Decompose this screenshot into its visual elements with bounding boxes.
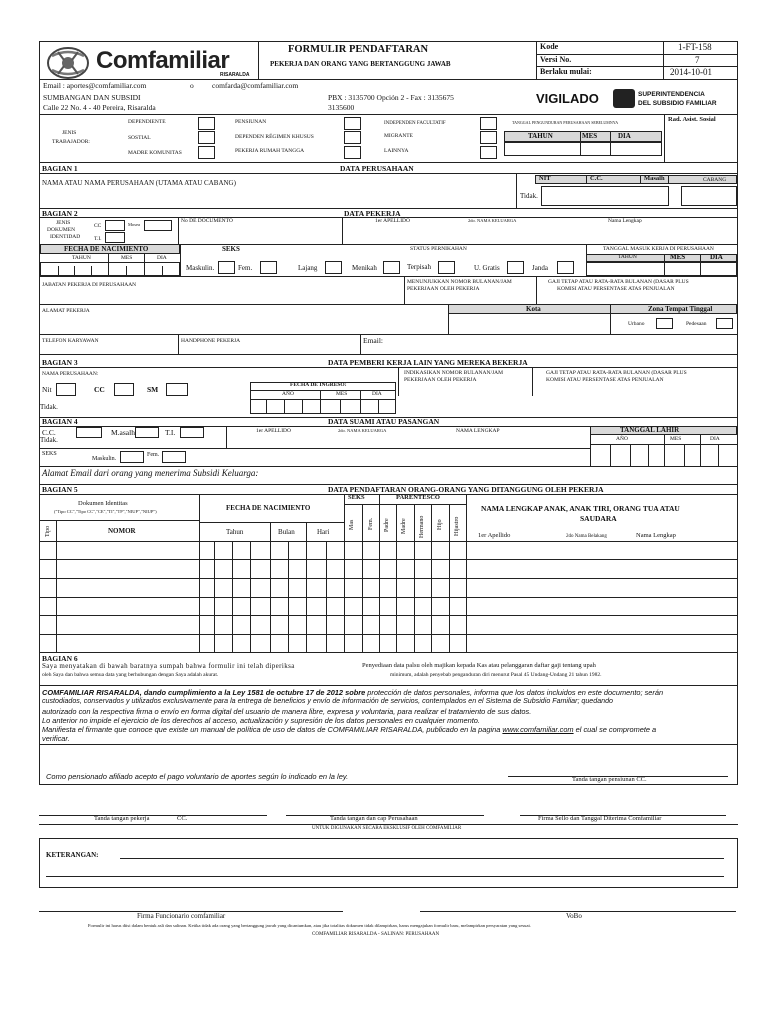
ugratis-label: U. Gratis xyxy=(474,264,500,272)
mes-label: MES xyxy=(582,132,598,140)
dia-label-b3: DIA xyxy=(372,391,382,397)
cabang-label: CABANG xyxy=(703,177,727,183)
legal-p1c: custodiados, conservados y utilizados exclusivamente para la entrega de beneficios y envío de información de servicios, contemplados en el Sistema de Subsidio Familiar; quedando xyxy=(42,697,613,706)
keterangan-label: KETERANGAN: xyxy=(46,851,99,859)
gaji-label-b3-2: KOMISI ATAU PERSENTASE ATAS PENJUALAN xyxy=(546,377,664,383)
lajang-label: Lajang xyxy=(298,264,318,272)
masalh-label-b4: M.asalh xyxy=(111,428,135,437)
tanggal-pengunduran-label: TANGGAL PENGUNDURAN PERUSAHAAN SEBELUMNYA xyxy=(512,120,619,125)
tahun-label-b2: TAHUN xyxy=(72,255,91,261)
seks-label-b4: SEKS xyxy=(42,451,57,457)
keterangan-line-2[interactable] xyxy=(46,876,724,877)
migrante-label: MIGRANTE xyxy=(384,133,414,139)
alamat-email-subsidi-label: Alamat Email dari orang yang menerima Subsidi Keluarga: xyxy=(42,468,259,478)
independen-label: INDEPENDEN FACULTATIF xyxy=(384,121,446,126)
nit-checkbox-b3[interactable] xyxy=(56,383,76,396)
handphone-label: HANDPHONE PEKERJA xyxy=(181,338,241,344)
no-dokumen-label: No DE DOCUMENTO xyxy=(181,218,233,224)
cc-label-b4: C.C. xyxy=(42,428,56,437)
logo-subtext: RISARALDA xyxy=(220,72,250,78)
bagian1-title: DATA PERUSAHAAN xyxy=(340,164,414,173)
bagian3-title: DATA PEMBERI KERJA LAIN YANG MEREKA BEKERJA xyxy=(328,358,528,367)
pension-sign-label: Tanda tangan pensiunan CC. xyxy=(572,776,647,783)
pedesaan-label: Pedesaan xyxy=(686,321,707,327)
dependen-regimen-checkbox[interactable] xyxy=(344,131,361,144)
mes-label-b4: MES xyxy=(670,436,682,442)
mas-col-label: Mas xyxy=(349,519,355,530)
mosea-label: Mosea xyxy=(128,222,140,227)
bagian6-line2: oleh Saya dan bahwa semua data yang berhubungan dengan Saya adalah akurat. xyxy=(42,672,219,678)
supersubsidio-logo-icon xyxy=(613,89,635,108)
email-2: comfarda@comfamiliar.com xyxy=(212,81,299,90)
migrante-checkbox[interactable] xyxy=(480,131,497,144)
pensiunan-label: PENSIUNAN xyxy=(235,119,267,125)
ti-checkbox-b4[interactable] xyxy=(180,427,204,438)
vigilado-text: VIGILADO xyxy=(536,91,599,106)
super-line1: SUPERINTENDENCIA xyxy=(638,91,705,98)
mes-label-b3: MES xyxy=(336,391,348,397)
menunjukkan-label: MENUNJUKKAN NOMOR BULANAN/JAM xyxy=(407,279,512,285)
pension-text: Como pensionado afiliado acepto el pago voluntario de aportes según lo indicado en la ley. xyxy=(46,772,349,781)
maskulin-checkbox-b2[interactable] xyxy=(218,261,235,274)
nama-lengkap-col-label-2: SAUDARA xyxy=(580,514,617,523)
fecha-col-label: FECHA DE NACIMIENTO xyxy=(226,504,311,512)
bulan-col-label: Bulan xyxy=(278,528,295,536)
lainnya-checkbox[interactable] xyxy=(480,146,497,159)
nit-label: NIT xyxy=(539,175,551,182)
fecha-ingreso-field[interactable] xyxy=(250,399,396,414)
legal-paragraph xyxy=(42,688,734,744)
table-row xyxy=(39,578,738,579)
jabatan-label: JABATAN PEKERJA DI PERUSAHAAN xyxy=(42,282,137,288)
lainnya-label: LAINNYA xyxy=(384,148,409,154)
dependiente-label: DEPENDIENTE xyxy=(128,119,166,125)
pbx-text-2: 3135600 xyxy=(328,103,355,112)
tanggal-pengunduran-field[interactable] xyxy=(504,142,662,156)
indikasi-label: INDIKASIKAN NOMOR BULANAN/JAM xyxy=(404,370,503,376)
untuk-label: UNTUK DIGUNAKAN SECARA EKSKLUSIF OLEH COMFAMILIAR xyxy=(312,826,462,831)
versi-value: 7 xyxy=(695,55,700,65)
mes-label-b2: MES xyxy=(121,255,133,261)
dia-label-b4: DIA xyxy=(710,436,720,442)
form-title: FORMULIR PENDAFTARAN xyxy=(288,44,429,55)
urbano-label: Urbano xyxy=(628,321,645,327)
fem-checkbox-b2[interactable] xyxy=(260,261,277,274)
seks-col-label: SEKS xyxy=(348,494,365,501)
logo-text: Comfamiliar xyxy=(96,47,230,74)
menikah-label: Menikah xyxy=(352,264,377,272)
form-subtitle: PEKERJA DAN ORANG YANG BERTANGGUNG JAWAB xyxy=(270,60,451,68)
sign-firma-sello-label: Firma Sello dan Tanggal Diterima Comfamiliar xyxy=(538,815,662,822)
tidak-label-b1: Tidak. xyxy=(520,192,538,200)
legal-p3a: Manifiesta el firmante que conoce que existe un manual de política de uso de datos de COMFAMILIAR RISARALDA, publicado en la pagina xyxy=(42,725,503,735)
sign-pekerja-label: Tanda tangan pekerja xyxy=(94,815,150,822)
cabang-field[interactable] xyxy=(681,186,737,206)
legal-p2: Lo anterior no impide el ejercicio de los derechos al acceso, actualización y supresión de los datos personales en cualquier momento. xyxy=(42,715,480,725)
legal-p3c: verificar. xyxy=(42,734,70,744)
nit-number-field[interactable] xyxy=(541,186,669,206)
nama-lengkap-label-b2: Nama Lengkap xyxy=(608,218,642,224)
email-separator: o xyxy=(190,81,194,90)
lajang-checkbox[interactable] xyxy=(325,261,342,274)
footer-note: Formulir ini harus diisi dalam bentuk asli dan salinan. Ketika tidak ada orang yang bertanggung jawab yang dicantumkan, atau jika totalitas dokumen tidak dilampirkan, harus mengajukan formulir baru, melampirkan persyaratan yang sesuai. xyxy=(88,923,531,928)
cc-label-b3: CC xyxy=(94,385,105,394)
rad-label: Rad. Asist. Sosial xyxy=(668,116,716,123)
terpisah-label: Terpisah xyxy=(407,263,432,271)
fecha-nac-field[interactable] xyxy=(40,262,180,276)
fem-checkbox-b4[interactable] xyxy=(162,451,186,463)
sign-funcionario-label: Firma Funcionario comfamiliar xyxy=(137,912,226,920)
status-label: STATUS PERNIKAHAN xyxy=(410,246,467,252)
logo xyxy=(44,45,256,81)
sumbangan-text: SUMBANGAN DAN SUBSIDI xyxy=(43,93,141,102)
maskulin-checkbox-b4[interactable] xyxy=(120,451,144,463)
bagian2-title: DATA PEKERJA xyxy=(344,209,401,218)
bagian6-label: BAGIAN 6 xyxy=(42,654,78,663)
gaji-label-b3: GAJI TETAP ATAU RATA-RATA BULANAN (DASAR PLUS xyxy=(546,370,687,376)
madre-col-label: Madre xyxy=(401,518,407,534)
sign-perusahaan-label: Tanda tangan dan cap Perusahaan xyxy=(330,815,418,822)
nit-label-b3: Nit xyxy=(42,385,52,394)
comfamiliar-link[interactable]: www.comfamiliar.com xyxy=(502,725,574,735)
janda-label: Janda xyxy=(532,264,548,272)
ti-checkbox-b2[interactable] xyxy=(105,232,125,243)
bagian2-label: BAGIAN 2 xyxy=(42,209,78,218)
telefon-label: TELEFON KARYAWAN xyxy=(42,338,99,344)
kode-label: Kode xyxy=(540,42,559,51)
alamat-email-subsidi-input[interactable] xyxy=(282,468,732,480)
jenis-dok-2: DOKUMEN xyxy=(47,227,76,233)
address-text: Calle 22 No. 4 - 40 Pereira, Risaralda xyxy=(43,103,156,112)
apellido2-col-label: 2do Nama Belakang xyxy=(566,534,607,539)
legal-p1d: autorizado con la respectiva firma o envío en forma digital del usuario de manera libre, expresa y voluntaria, para realizar el tratamiento de sus datos. xyxy=(42,706,532,716)
ano-label-b4: AÑO xyxy=(616,436,628,442)
nama-lengkap-label-b4: NAMA LENGKAP xyxy=(456,428,500,434)
tidak-label-b4: Tidak. xyxy=(40,436,58,444)
nama-perusahaan-label: NAMA ATAU NAMA PERUSAHAAN (UTAMA ATAU CABANG) xyxy=(42,179,236,187)
apellido1-label-b2: 1er APELLIDO xyxy=(375,218,410,224)
berlaku-value: 2014-10-01 xyxy=(670,67,712,77)
email-input-b2[interactable] xyxy=(390,336,730,350)
tahun-col-label: Tahun xyxy=(226,528,244,536)
pensiunan-checkbox[interactable] xyxy=(344,117,361,130)
legal-p1b: protección de datos personales, informa que los datos incluidos en este documento; serán xyxy=(365,688,664,697)
janda-checkbox[interactable] xyxy=(557,261,574,274)
nama-perusahaan-b3-label: NAMA PERUSAHAAN: xyxy=(42,371,99,377)
sm-label-b3: SM xyxy=(147,385,159,394)
maskulin-label-b2: Maskulin. xyxy=(186,264,215,272)
fecha-nac-label: FECHA DE NACIMIENTO xyxy=(64,245,149,253)
bagian4-title: DATA SUAMI ATAU PASANGAN xyxy=(328,417,440,426)
gaji-label-b2: GAJI TETAP ATAU RATA-RATA BULANAN (DASAR PLUS xyxy=(548,279,689,285)
seks-label-b2: SEKS xyxy=(222,245,240,253)
masalh-checkbox-b4[interactable] xyxy=(135,427,159,438)
tahun-label: TAHUN xyxy=(528,132,553,140)
legal-p1a: COMFAMILIAR RISARALDA, dando cumplimiento a la Ley 1581 de octubre 17 de 2012 sobre xyxy=(42,688,366,697)
independen-checkbox[interactable] xyxy=(480,117,497,130)
cc-checkbox-b2[interactable] xyxy=(105,220,125,231)
nomor-col-label: NOMOR xyxy=(108,527,136,535)
sign-vobo-label: VoBo xyxy=(566,912,582,920)
table-row xyxy=(39,597,738,598)
jenis-dok-1: JENIS xyxy=(56,220,71,226)
dokumen-identitas-sub: ("Tipo CC","Tipo CC","CE","TI","TP","NIUP","NIUP") xyxy=(54,509,157,514)
tahun-masuk-label: TAHUN xyxy=(618,254,637,260)
bagian6-line3: Penyediaan data palsu oleh majikan kepada Kas atau pelanggaran daftar gaji tentang upah xyxy=(362,662,596,669)
urbano-checkbox[interactable] xyxy=(656,318,673,329)
fem-col-label: Fem. xyxy=(368,517,374,530)
maskulin-label-b4: Maskulin. xyxy=(92,456,117,462)
pekerja-rumah-checkbox[interactable] xyxy=(344,146,361,159)
dia-label: DIA xyxy=(618,132,631,140)
bagian6-line4: minimum, adalah penyebab penganduran diri menurut Pasal 45 Undang-Undang 21 tahun 1982. xyxy=(390,672,602,678)
dependiente-checkbox[interactable] xyxy=(198,117,215,130)
cc-checkbox-b4[interactable] xyxy=(76,427,102,438)
dokumen-identitas-label: Dokumen Identitas xyxy=(78,500,128,507)
nama-perusahaan-input[interactable] xyxy=(42,188,512,206)
table-row xyxy=(39,615,738,616)
zona-label: Zona Tempat Tinggal xyxy=(648,305,713,313)
pekerja-rumah-label: PEKERJA RUMAH TANGGA xyxy=(235,148,305,154)
footer-copy: COMFAMILIAR RISARALDA - SALINAN: PERUSAHAAN xyxy=(312,932,440,937)
bagian1-label: BAGIAN 1 xyxy=(42,164,78,173)
gaji-label-b2-2: KOMISI ATAU PERSENTASE ATAS PENJUALAN xyxy=(557,286,675,292)
sign-cc-label: CC. xyxy=(177,815,188,822)
jenis-dok-3: IDENTIDAD xyxy=(50,234,81,240)
nama-col-label: Nama Lengkap xyxy=(636,532,676,539)
pedesaan-checkbox[interactable] xyxy=(716,318,733,329)
tipo-col-label: Tipo xyxy=(45,525,51,537)
terpisah-checkbox[interactable] xyxy=(438,261,455,274)
nama-lengkap-col-label: NAMA LENGKAP ANAK, ANAK TIRI, ORANG TUA ATAU xyxy=(481,504,680,513)
ti-label-b4: T.I. xyxy=(165,428,176,437)
parentesco-col-label: PARENTESCO xyxy=(396,494,440,501)
berlaku-label: Berlaku mulai: xyxy=(540,67,592,76)
super-line2: DEL SUBSIDIO FAMILIAR xyxy=(638,100,717,107)
bagian3-label: BAGIAN 3 xyxy=(42,358,78,367)
mes-masuk-label: MES xyxy=(670,253,686,261)
apellido2-label-b4: 2do. NAMA KELUARGA xyxy=(338,428,387,433)
sm-checkbox-b3[interactable] xyxy=(166,383,188,396)
apellido1-col-label: 1er Apellido xyxy=(478,532,511,539)
sostial-label: SOSTIAL xyxy=(128,135,151,141)
legal-p3b: el cual se compromete a xyxy=(573,725,657,735)
alamat-label: ALAMAT PEKERJA xyxy=(42,308,90,314)
email-line: Email : aportes@comfamiliar.com xyxy=(43,81,147,90)
versi-label: Versi No. xyxy=(540,55,572,64)
ugratis-checkbox[interactable] xyxy=(507,261,524,274)
tanggal-masuk-label: TANGGAL MASUK KERJA DI PERUSAHAAN xyxy=(603,246,714,252)
menikah-checkbox[interactable] xyxy=(383,261,400,274)
logo-emblem-icon xyxy=(46,46,90,80)
cc-label-b2: CC xyxy=(94,223,102,229)
cc-label-b1: C.C. xyxy=(590,175,603,182)
madre-checkbox[interactable] xyxy=(198,146,215,159)
fecha-ingreso-label: FECHA DE INGRESO: xyxy=(290,382,347,388)
keterangan-box xyxy=(39,838,738,888)
ano-label-b3: AÑO xyxy=(282,391,294,397)
bagian4-label: BAGIAN 4 xyxy=(42,417,78,426)
mosea-checkbox[interactable] xyxy=(144,220,172,231)
sostial-checkbox[interactable] xyxy=(198,131,215,144)
hijo-col-label: Hijo xyxy=(437,519,443,530)
hermano-col-label: Hermano xyxy=(419,515,425,538)
dia-label-b2: DIA xyxy=(157,255,167,261)
apellido2-label-b2: 2do. NAMA KELUARGA xyxy=(468,218,517,223)
cc-checkbox-b3[interactable] xyxy=(114,383,134,396)
indikasi-label-2: PEKERJAAN OLEH PEKERJA xyxy=(404,377,477,383)
bagian6-line1: Saya menyatakan di bawah baratnya sumpah bahwa formulir ini telah diperiksa xyxy=(42,662,295,670)
kode-value: 1-FT-158 xyxy=(678,42,712,52)
tanggal-lahir-label: TANGGAL LAHIR xyxy=(620,426,680,434)
bagian5-label: BAGIAN 5 xyxy=(42,485,78,494)
table-row xyxy=(39,634,738,635)
jenis-label-2: TRABAJADOR: xyxy=(52,139,90,145)
apellido1-label-b4: 1er APELLIDO xyxy=(256,428,291,434)
pbx-text: PBX : 3135700 Opción 2 - Fax : 3135675 xyxy=(328,93,454,102)
bagian5-title: DATA PENDAFTARAN ORANG-ORANG YANG DITANGGUNG OLEH PEKERJA xyxy=(328,485,604,494)
madre-label: MADRE KOMUNITAS xyxy=(128,150,182,156)
hari-col-label: Hari xyxy=(317,528,330,536)
menunjukkan-label-2: PEKERJAAN OLEH PEKERJA xyxy=(407,286,480,292)
jenis-label-1: JENIS xyxy=(62,130,77,136)
fem-label-b2: Fem. xyxy=(238,264,253,272)
table-row xyxy=(39,559,738,560)
tidak-label-b3: Tidak. xyxy=(40,403,58,411)
dia-masuk-label: DIA xyxy=(710,253,723,261)
kota-label: Kota xyxy=(526,305,541,313)
padre-col-label: Padre xyxy=(384,518,390,532)
hijastro-col-label: Hijastro xyxy=(454,516,460,536)
fem-label-b4: Fem. xyxy=(147,452,160,458)
ti-label-b2: T.I. xyxy=(94,236,102,242)
masalh-label-b1: Masalh xyxy=(644,175,665,182)
tanggal-masuk-field[interactable] xyxy=(586,262,737,276)
email-label-b2: Email: xyxy=(363,336,383,345)
keterangan-line-1[interactable] xyxy=(120,858,724,859)
dependen-regimen-label: DEPENDEN RÉGIMEN KHUSUS xyxy=(235,134,314,140)
